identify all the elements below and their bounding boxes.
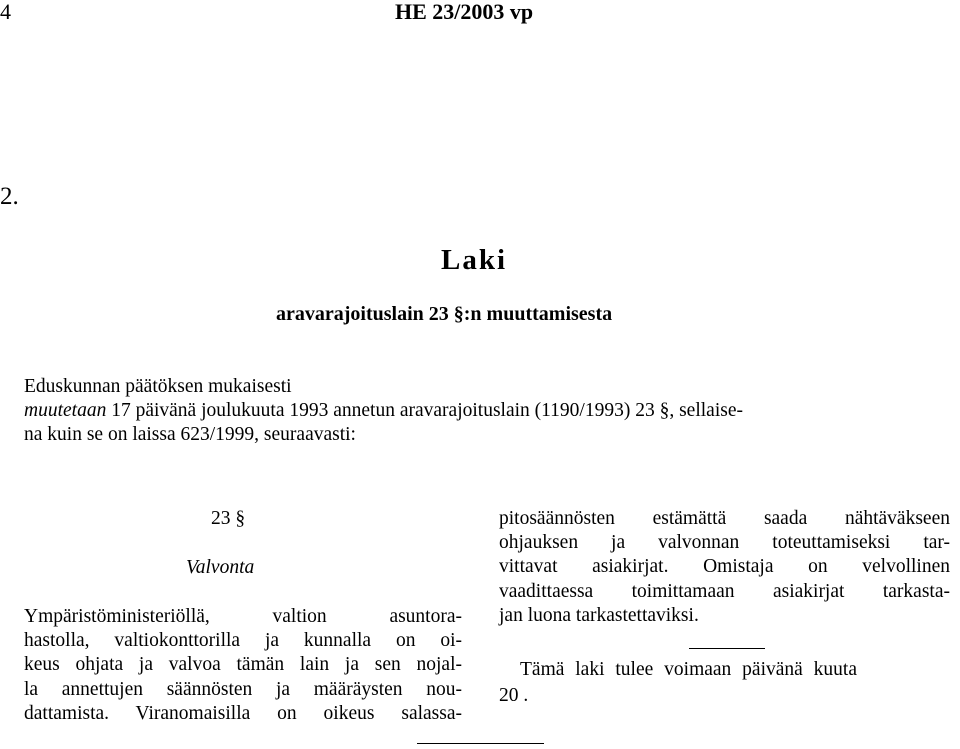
body-line: keus ohjata ja valvoa tämän lain ja sen nojal-: [24, 654, 462, 676]
end-rule: [417, 743, 544, 744]
preamble-verb: muutetaan: [24, 400, 107, 421]
section-number-heading: 23 §: [211, 508, 246, 529]
law-subtitle: aravarajoituslain 23 §:n muuttamisesta: [276, 303, 613, 325]
entry-into-force: Tämä laki tulee voimaan päivänä kuuta: [520, 659, 858, 680]
preamble-line-1: Eduskunnan päätöksen mukaisesti: [24, 376, 292, 397]
body-line: la annettujen säännösten ja määräysten nou-: [24, 678, 462, 700]
section-title: Valvonta: [186, 557, 255, 578]
preamble-line-2: [24, 399, 953, 423]
document-id: HE 23/2003 vp: [395, 0, 534, 24]
body-line: hastolla, valtiokonttorilla ja kunnalla on oi-: [24, 630, 462, 652]
body-line: pitosäännösten estämättä saada nähtäväkseen: [499, 508, 950, 529]
body-line: ohjauksen ja valvonnan toteuttamiseksi tar-: [499, 532, 950, 554]
section-number: 2.: [0, 183, 19, 210]
page-number: 4: [0, 0, 11, 24]
entry-year: 20 .: [499, 685, 529, 706]
preamble-line-2-text: 17 päivänä joulukuuta 1993 annetun aravarajoituslain (1190/1993) 23 §, sellaise-: [106, 400, 743, 421]
body-line: jan luona tarkastettaviksi.: [499, 604, 699, 626]
right-column: [499, 507, 950, 628]
body-line: vittavat asiakirjat. Omistaja on velvollinen: [499, 556, 950, 578]
body-line: dattamista. Viranomaisilla on oikeus salassa-: [24, 702, 462, 724]
body-line: Ympäristöministeriöllä, valtion asuntora-: [24, 606, 462, 627]
law-title: Laki: [441, 244, 508, 276]
separator-rule: [689, 648, 765, 649]
body-line: vaadittaessa toimittamaan asiakirjat tarkasta-: [499, 580, 950, 602]
preamble-line-3: na kuin se on laissa 623/1999, seuraavasti:: [24, 424, 356, 445]
left-column: [24, 605, 462, 726]
